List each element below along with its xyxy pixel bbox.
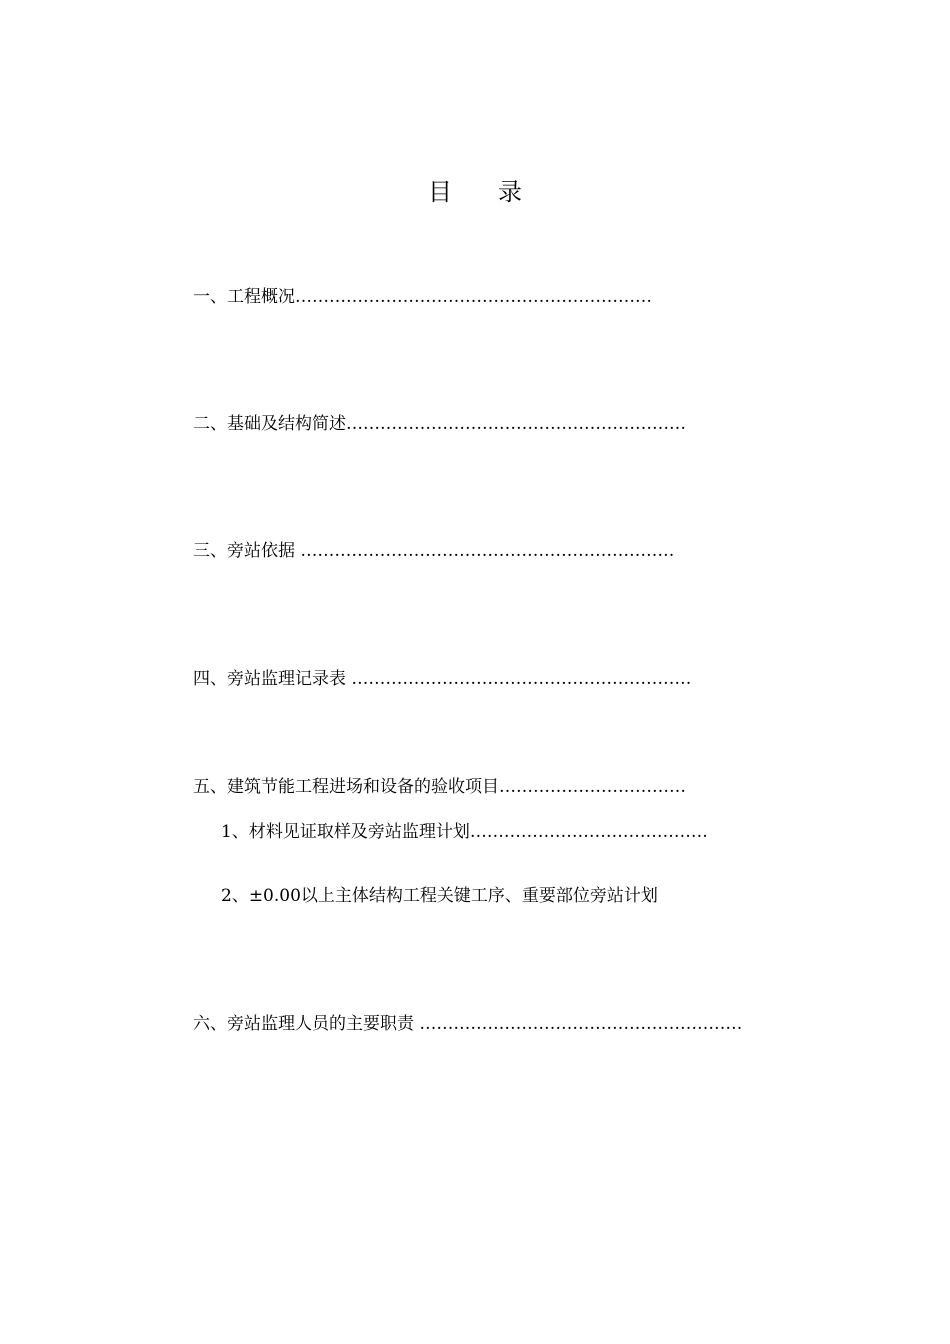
toc-entry-label: 一、工程概况 <box>193 287 295 307</box>
title-char-2: 录 <box>498 178 522 206</box>
title-char-1: 目 <box>428 178 452 206</box>
toc-entry-4 <box>193 668 691 690</box>
toc-leader-dots: …………………………………… <box>469 822 708 842</box>
toc-leader-dots: ………………………………………………………… <box>300 541 675 561</box>
page-title <box>0 172 950 207</box>
toc-entry-3 <box>193 540 674 562</box>
toc-subentry-5-1 <box>221 821 708 843</box>
toc-entry-label: 2、±0.00以上主体结构工程关键工序、重要部位旁站计划 <box>221 886 658 906</box>
toc-entry-label: 四、旁站监理记录表 <box>193 669 352 689</box>
toc-entry-6 <box>193 1013 742 1035</box>
toc-entry-label: 三、旁站依据 <box>193 541 301 561</box>
toc-entry-2 <box>193 413 686 435</box>
toc-leader-dots: ………………………………………………… <box>419 1014 743 1034</box>
toc-entry-label: 六、旁站监理人员的主要职责 <box>193 1014 420 1034</box>
toc-entry-1 <box>193 286 652 308</box>
toc-entry-label: 五、建筑节能工程进场和设备的验收项目 <box>193 777 499 797</box>
toc-entry-5 <box>193 776 686 798</box>
toc-entry-label: 1、材料见证取样及旁站监理计划 <box>221 822 470 842</box>
toc-leader-dots: ……………………………………………………… <box>295 287 652 307</box>
toc-leader-dots: …………………………………………………… <box>346 414 686 434</box>
toc-subentry-5-2 <box>221 885 658 907</box>
toc-leader-dots: …………………………………………………… <box>351 669 692 689</box>
toc-leader-dots: …………………………… <box>499 777 686 797</box>
toc-entry-label: 二、基础及结构简述 <box>193 414 346 434</box>
